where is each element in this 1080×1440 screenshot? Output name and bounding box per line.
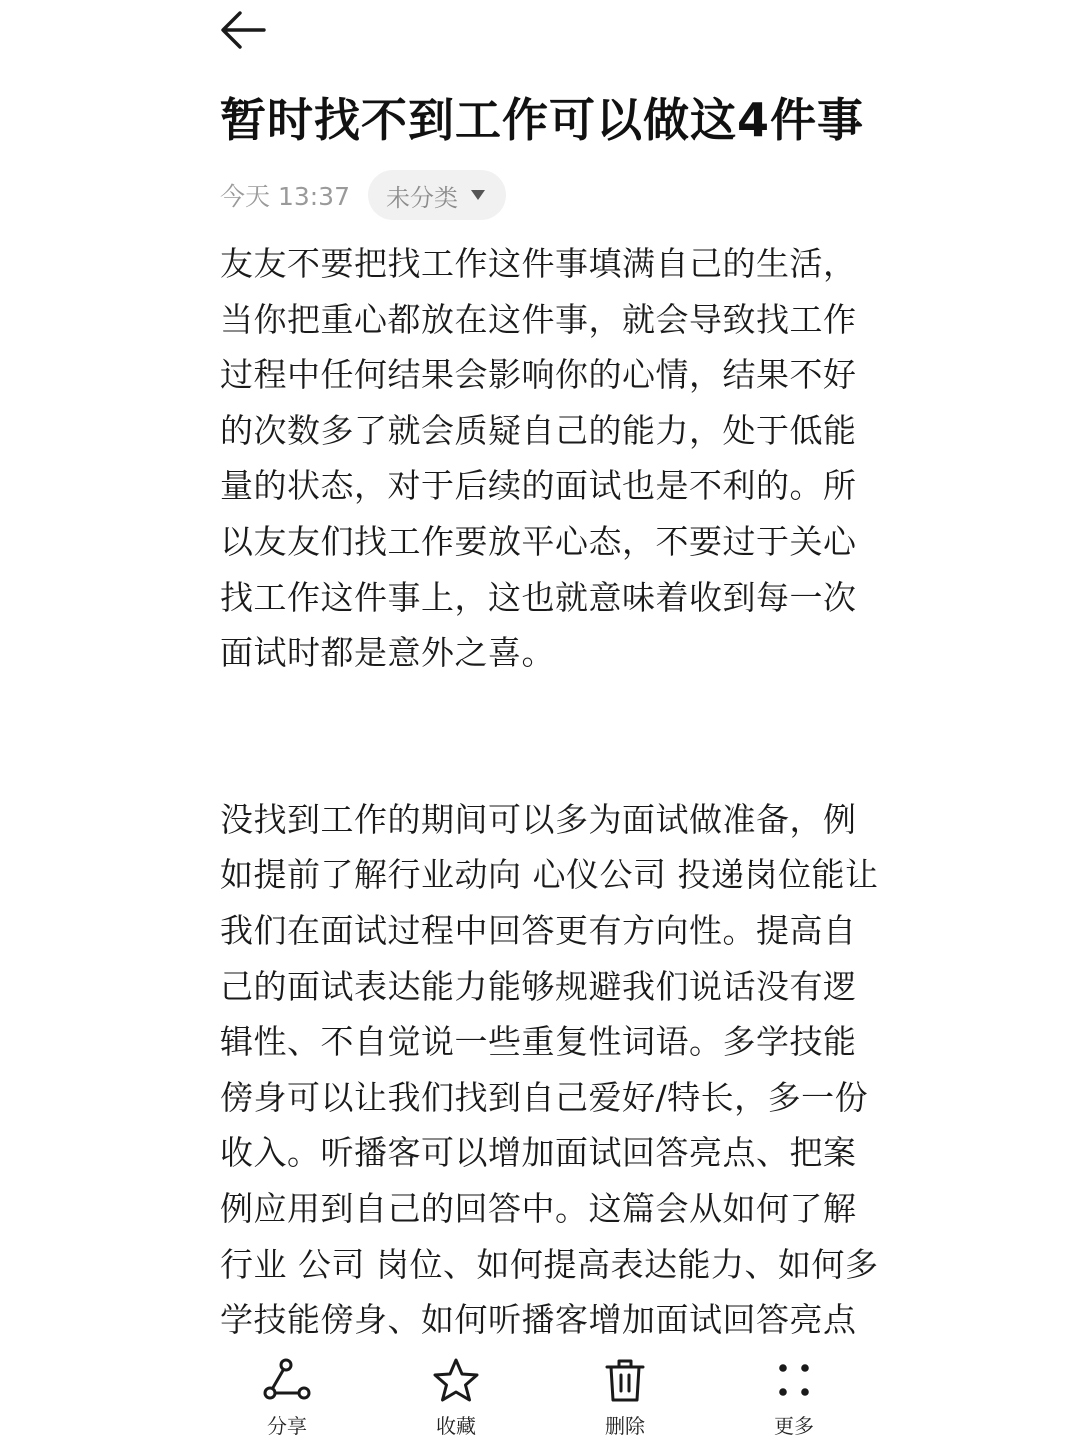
paragraph-gap xyxy=(220,681,880,792)
category-label: 未分类 xyxy=(386,183,458,212)
body-paragraph: 友友不要把找工作这件事填满自己的生活，当你把重心都放在这件事，就会导致找工作过程中任何结果会影响你的心情，结果不好的次数多了就会质疑自己的能力，处于低能量的状态，对于后续的面试也是不利的。所以友友们找工作要放平心态，不要过于关心找工作这件事上，这也就意味着收到每一次面试时都是意外之喜。 xyxy=(220,244,857,673)
share-label: 分享 xyxy=(267,1414,307,1438)
trash-icon xyxy=(600,1356,650,1406)
bottom-toolbar xyxy=(0,1344,1080,1440)
back-button[interactable] xyxy=(218,8,268,52)
favorite-label: 收藏 xyxy=(436,1414,476,1438)
note-body[interactable] xyxy=(220,236,880,1403)
more-dots-icon xyxy=(769,1356,819,1406)
caret-down-icon xyxy=(470,189,486,201)
favorite-button[interactable] xyxy=(396,1356,516,1440)
delete-button[interactable] xyxy=(565,1356,685,1440)
delete-label: 删除 xyxy=(605,1414,645,1438)
note-meta xyxy=(220,170,506,220)
note-timestamp: 今天 13:37 xyxy=(220,182,350,211)
share-button[interactable] xyxy=(227,1356,347,1440)
share-icon xyxy=(262,1356,312,1406)
star-icon xyxy=(431,1356,481,1406)
more-button[interactable] xyxy=(734,1356,854,1440)
more-label: 更多 xyxy=(774,1414,814,1438)
arrow-left-icon xyxy=(218,8,268,52)
category-selector[interactable] xyxy=(368,170,506,220)
body-paragraph: 没找到工作的期间可以多为面试做准备，例如提前了解行业动向 心仪公司 投递岗位能让我们在面试过程中回答更有方向性。提高自己的面试表达能力能够规避我们说话没有逻辑性、不自觉说一些重复性词语。多学技能傍身可以让我们找到自己爱好/特长，多一份收入。听播客可以增加面试回答亮点、把案例应用到自己的回答中。这篇会从如何了解行业 公司 岗位、如何提高表达能力、如何多学技能傍身、如何听播客增加面试回答亮点 xyxy=(220,799,879,1340)
note-title: 暂时找不到工作可以做这4件事 xyxy=(220,93,865,147)
